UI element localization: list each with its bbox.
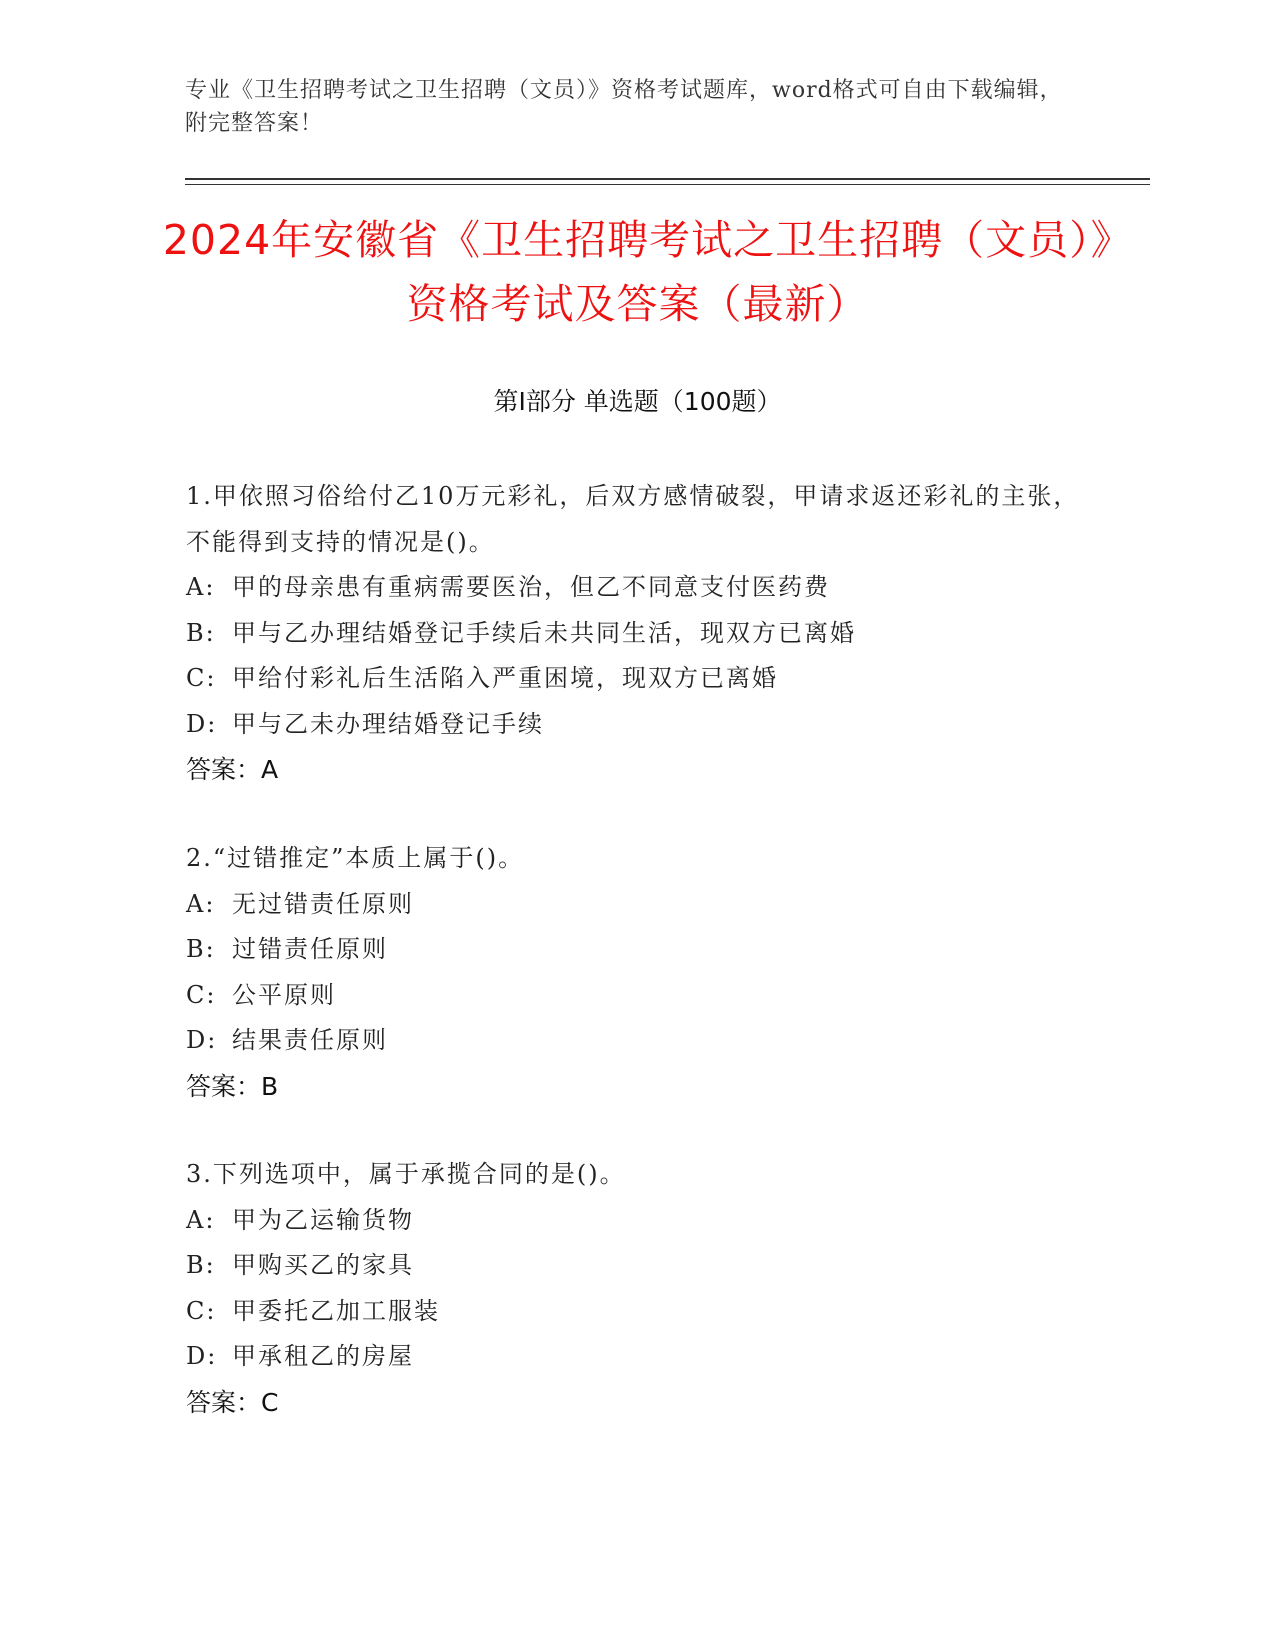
option-key: B:	[186, 935, 216, 963]
option-text: 过错责任原则	[232, 935, 388, 963]
answer: 答案：C	[186, 1387, 279, 1417]
option-b	[186, 927, 1086, 973]
question-stem: 2.“过错推定”本质上属于()。	[186, 844, 525, 872]
option-key: C:	[186, 1296, 217, 1325]
header-note: 专业《卫生招聘考试之卫生招聘（文员）》资格考试题库，word格式可自由下载编辑，附完整答案！	[185, 78, 1063, 136]
option-text: 甲的母亲患有重病需要医治，但乙不同意支付医药费	[232, 573, 830, 601]
option-text: 无过错责任原则	[232, 889, 414, 918]
section-heading: 第Ⅰ部分 单选题（100题）	[493, 387, 782, 416]
question-1	[186, 474, 1086, 793]
option-key: D:	[186, 1026, 218, 1054]
answer: 答案：B	[186, 1071, 279, 1101]
question-3	[186, 1152, 1086, 1425]
option-key: A:	[186, 1205, 216, 1234]
option-c	[186, 656, 1086, 702]
option-key: D:	[186, 709, 218, 738]
option-text: 甲购买乙的家具	[232, 1251, 414, 1279]
option-a	[186, 565, 1086, 611]
document-title: 2024年安徽省《卫生招聘考试之卫生招聘（文员）》资格考试及答案（最新）	[162, 216, 1113, 328]
option-text: 甲与乙办理结婚登记手续后未共同生活，现双方已离婚	[232, 618, 856, 647]
option-a	[186, 882, 1086, 928]
question-2	[186, 836, 1086, 1109]
option-b	[186, 1243, 1086, 1289]
option-d	[186, 1334, 1086, 1380]
option-text: 甲委托乙加工服装	[232, 1296, 440, 1325]
option-key: B:	[186, 618, 216, 647]
option-d	[186, 1018, 1086, 1064]
option-key: B:	[186, 1251, 216, 1279]
option-text: 甲承租乙的房屋	[232, 1342, 414, 1370]
option-d	[186, 702, 1086, 748]
option-key: A:	[186, 889, 216, 918]
question-stem: 1.甲依照习俗给付乙10万元彩礼，后双方感情破裂，甲请求返还彩礼的主张，不能得到支持的情况是()。	[186, 482, 1080, 556]
option-text: 甲为乙运输货物	[232, 1205, 414, 1234]
option-text: 甲与乙未办理结婚登记手续	[232, 709, 544, 738]
header-divider-thin	[185, 184, 1150, 185]
option-key: A:	[186, 573, 216, 601]
option-text: 公平原则	[232, 980, 336, 1009]
question-stem: 3.下列选项中，属于承揽合同的是()。	[186, 1160, 626, 1188]
option-key: C:	[186, 980, 217, 1009]
option-key: C:	[186, 664, 217, 692]
header-divider	[185, 178, 1150, 180]
option-a	[186, 1198, 1086, 1244]
option-text: 结果责任原则	[232, 1026, 388, 1054]
answer: 答案：A	[186, 755, 279, 784]
option-c	[186, 1289, 1086, 1335]
option-text: 甲给付彩礼后生活陷入严重困境，现双方已离婚	[232, 664, 778, 692]
option-key: D:	[186, 1342, 218, 1370]
option-b	[186, 611, 1086, 657]
option-c	[186, 973, 1086, 1019]
